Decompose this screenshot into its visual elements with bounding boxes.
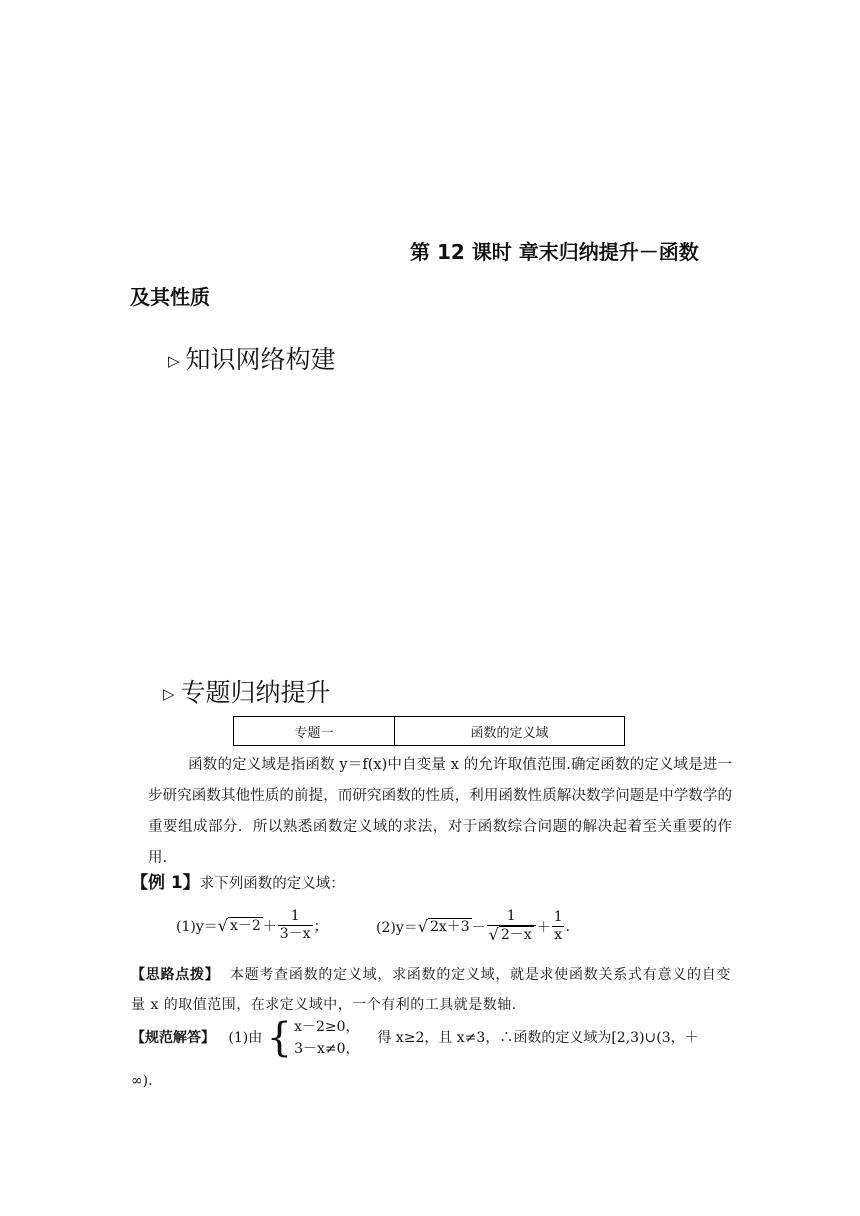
triangle-right-icon: ▷ bbox=[168, 352, 180, 370]
formula-end: . bbox=[565, 918, 571, 935]
answer-prefix: (1)由 bbox=[228, 1030, 263, 1046]
denominator: x bbox=[554, 927, 563, 943]
example-heading bbox=[131, 868, 345, 893]
operator: ＋ bbox=[536, 919, 551, 936]
example-label: 【例 1】 bbox=[131, 873, 200, 893]
radicand: x－2 bbox=[229, 917, 261, 934]
intro-text: 函数的定义域是指函数 y＝f(x)中自变量 x 的允许取值范围.确定函数的定义域是进一步研究函数其他性质的前提，而研究函数的性质，利用函数性质解决数学问题是中学数学的重要组成部分．所以熟悉函数定义域的求法，对于函数综合问题的解决起着至关重要的作用. bbox=[148, 757, 732, 866]
formula-prefix: (2)y＝ bbox=[376, 919, 418, 936]
section-heading: 专题归纳提升 bbox=[180, 678, 331, 707]
formula-end: ； bbox=[313, 918, 328, 935]
operator: ＋ bbox=[262, 918, 277, 935]
formula-2 bbox=[376, 908, 570, 945]
denominator: 3－x bbox=[279, 926, 311, 942]
numerator: 1 bbox=[290, 908, 300, 924]
radicand: 2－x bbox=[500, 927, 532, 943]
equation-system: { x－2≥0， 3－x≠0， bbox=[266, 1015, 360, 1061]
fraction bbox=[278, 908, 313, 943]
sqrt: √ x－2 bbox=[217, 915, 261, 935]
answer-result-end: ∞). bbox=[131, 1073, 153, 1089]
section-heading: 知识网络构建 bbox=[185, 345, 336, 374]
section-knowledge-network bbox=[168, 340, 336, 376]
formula-1 bbox=[176, 908, 328, 943]
formula-prefix: (1)y＝ bbox=[176, 918, 218, 935]
operator: － bbox=[471, 919, 486, 936]
fraction bbox=[487, 908, 536, 945]
answer-result: 得 x≥2，且 x≠3，∴函数的定义域为[2,3)∪(3，＋ bbox=[377, 1030, 699, 1046]
intro-paragraph bbox=[148, 750, 732, 874]
answer-label: 【规范解答】 bbox=[131, 1030, 215, 1046]
sqrt: √ 2x＋3 bbox=[417, 916, 470, 936]
hint-paragraph bbox=[131, 960, 731, 1020]
topic-name: 函数的定义域 bbox=[395, 717, 625, 746]
triangle-right-icon: ▷ bbox=[163, 685, 175, 703]
denominator: √ 2－x bbox=[487, 925, 536, 945]
numerator: 1 bbox=[506, 908, 516, 924]
lesson-title-line2: 及其性质 bbox=[130, 285, 210, 309]
system-line-2: 3－x≠0， bbox=[294, 1041, 360, 1057]
numerator: 1 bbox=[553, 909, 563, 925]
hint-label: 【思路点拨】 bbox=[131, 967, 220, 983]
fraction bbox=[552, 909, 565, 944]
example-prompt: 求下列函数的定义域： bbox=[199, 876, 345, 892]
radicand: 2x＋3 bbox=[429, 918, 470, 935]
topic-table bbox=[233, 716, 625, 746]
answer-paragraph bbox=[131, 1016, 731, 1060]
hint-text: 本题考查函数的定义域，求函数的定义域，就是求使函数关系式有意义的自变量 x 的取值范围，在求定义域中，一个有利的工具就是数轴. bbox=[131, 967, 732, 1013]
lesson-title-line1: 第 12 课时 章末归纳提升－函数 bbox=[410, 240, 699, 264]
topic-label: 专题一 bbox=[234, 717, 395, 746]
section-topic-summary bbox=[163, 673, 331, 709]
system-line-1: x－2≥0， bbox=[294, 1019, 360, 1035]
